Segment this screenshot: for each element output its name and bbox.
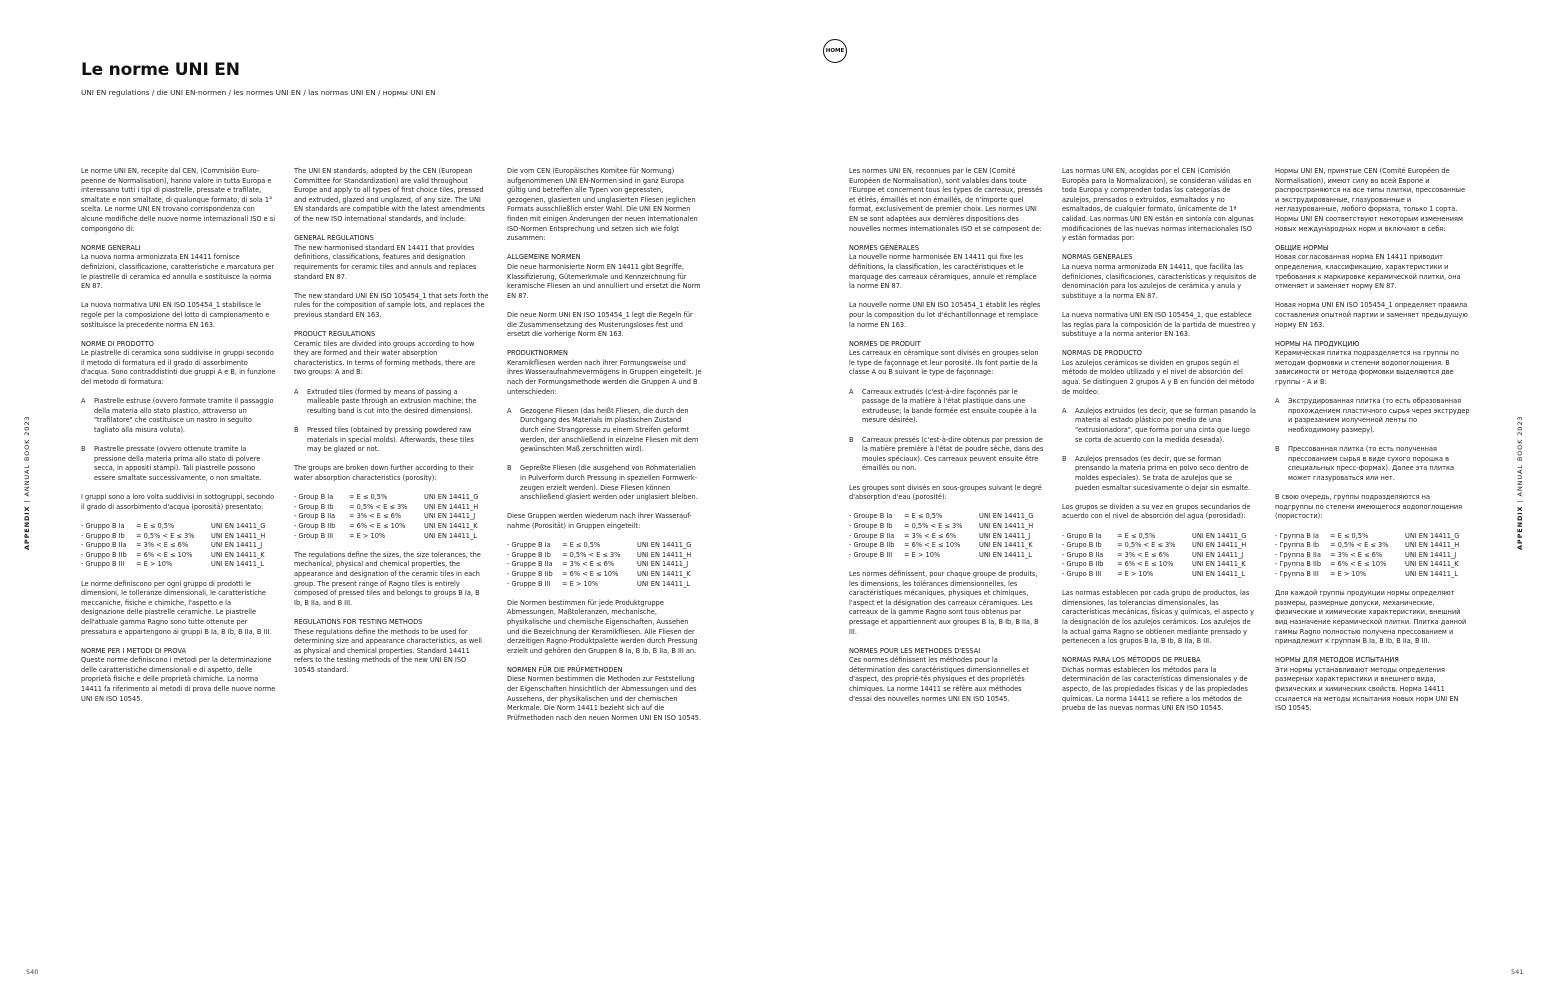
absorption-range-cell: = 6% < E ≤ 10%	[904, 541, 961, 550]
column-italian	[81, 167, 276, 714]
testing-methods-heading: NORMEN FÜR DIE PRÜFMETHODEN	[507, 665, 623, 674]
general-regulations-heading: ALLGEMEINE NORMEN	[507, 253, 581, 262]
annual-book-label: | ANNUAL BOOK 2023	[1516, 415, 1524, 506]
absorption-range-cell: = E > 10%	[349, 531, 386, 540]
group-b-text: Gepreßte Fliesen (die ausgehend von Rohmaterialien in Pulverform durch Pressung in speziellen Formwerk- zeugen erzielt werden). Diese Fliesen können anschließend glasiert werden oder unglasiert bleiben.	[520, 464, 698, 502]
group-a-item	[1275, 397, 1470, 435]
intro-paragraph: Нормы UNI EN, принятые CEN (Comité Européen de Normalisation), имеют силу во всей Европе и распространяются на все типы плитки, прессованные и экструдированные, глазурованные и неглазурованные, любого формата, только 1 сорта. Нормы UNI EN соответствуют некоторым изменениям новых международных норм и включают в себя:	[1275, 167, 1466, 233]
standard-code-cell: UNI EN 14411_K	[1192, 560, 1246, 569]
general-regulations-text: The new harmonised standard EN 14411 that provides definitions, classifications, features and designation requirements for ceramic tiles and annuls and replaces standard EN 87.	[294, 243, 477, 281]
group-name-cell: - Gruppe B IIb	[507, 569, 553, 578]
table-row	[294, 522, 478, 532]
page-title: Le norme UNI EN	[81, 60, 240, 80]
absorption-range-cell: = E ≤ 0,5%	[1117, 531, 1156, 540]
product-regulations-heading: PRODUKTNORMEN	[507, 349, 568, 358]
group-name-cell: - Group B Ib	[294, 502, 334, 511]
group-b-item	[1062, 455, 1257, 493]
group-name-cell: - Group B Ia	[294, 493, 334, 502]
group-a-text: Extruded tiles (formed by means of passing a malleable paste through an extrusion machine; the resulting band is cut into the desired dimensions).	[307, 387, 477, 415]
table-row	[1062, 541, 1246, 551]
group-a-letter: A	[294, 387, 299, 396]
standard-code-cell: UNI EN 14411_G	[637, 541, 692, 550]
standard-code-cell: UNI EN 14411_G	[424, 493, 479, 502]
group-a-item	[507, 407, 702, 455]
column-english	[294, 167, 489, 685]
product-regulations-text: Les carreaux en céramique sont divisés en groupes selon le type de façonnage et leur porosité. Ils font partie de la classe A ou B suivant le type de façonnage:	[849, 349, 1039, 377]
group-b-letter: B	[849, 435, 854, 444]
absorption-range-cell: = E > 10%	[562, 579, 599, 588]
absorption-groups-table	[507, 541, 691, 589]
standard-code-cell: UNI EN 14411_L	[424, 531, 477, 540]
table-row	[1062, 551, 1246, 561]
column-german	[507, 167, 702, 733]
group-name-cell: - Gruppo B IIb	[81, 550, 127, 559]
group-name-cell: - Gruppo B Ia	[81, 521, 125, 530]
table-row	[1062, 570, 1246, 580]
group-b-text: Azulejos prensados (es decir, que se forman prensando la materia prima en polvo seco dentro de moldes especiales). Se trata de azulejos que se pueden esmaltar sucesivamente o dejar sin esmalte.	[1075, 454, 1251, 492]
sampling-regulation-text: La nouvelle norme UNI EN ISO 105454_1 établit les règles pour la composition du lot d'échantillonnage et remplace la norme EN 163.	[849, 301, 1041, 329]
standard-code-cell: UNI EN 14411_K	[979, 541, 1033, 550]
intro-paragraph: Les normes UNI EN, reconnues par le CEN (Comité Européen de Normalisation), sont valables dans toute l'Europe et concernent tous les types de carreaux, pressés et étirés, émaillés et non émaillés, de n'importe quel format, exclusivement de premier choix. Les normes UNI EN se sont adaptées aux dernières dispositions des nouvelles normes internationales ISO et se composent de:	[849, 167, 1043, 233]
absorption-groups-table	[81, 522, 265, 570]
absorption-groups-table	[294, 493, 478, 541]
absorption-range-cell: = E ≤ 0,5%	[562, 541, 601, 550]
table-row	[81, 522, 265, 532]
product-regulations-heading: NORME DI PRODOTTO	[81, 339, 154, 348]
absorption-range-cell: = 0,5% < E ≤ 3%	[136, 531, 195, 540]
table-row	[81, 532, 265, 542]
general-regulations-text: La nuova norma armonizzata EN 14411 fornisce definizioni, classificazione, caratteristiche e marcatura per le piastrelle di ceramica ed annulla e sostituisce la norma EN 87.	[81, 253, 275, 291]
group-name-cell: - Группа B IIb	[1275, 560, 1322, 569]
standard-code-cell: UNI EN 14411_K	[211, 550, 265, 559]
table-row	[849, 541, 1033, 551]
standard-code-cell: UNI EN 14411_J	[979, 531, 1031, 540]
group-name-cell: - Groupe B Ib	[849, 521, 893, 530]
standard-code-cell: UNI EN 14411_J	[424, 512, 476, 521]
group-a-letter: A	[507, 406, 512, 415]
group-b-item	[849, 436, 1044, 474]
subgroups-intro: The groups are broken down further according to their water absorption characteristics (porosity):	[294, 464, 474, 482]
subgroups-intro: В свою очередь, группы подразделяются на подгруппы по степени имеющегося водопоглощения (пористости):	[1275, 493, 1463, 521]
sampling-regulation-text: Die neue Norm UNI EN ISO 105454_1 legt die Regeln für die Zusammensetzung des Musterungsloses fest und ersetzt die vorherige Norm EN 163.	[507, 310, 693, 339]
table-row	[1275, 541, 1459, 551]
testing-methods-text: Dichas normas establecen los métodos para la determinación de las características dimensionales y de aspecto, de las propiedades físicas y de las propiedades químicas. La norma 14411 se refiere a los métodos de prueba de las nuevas normas UNI EN ISO 10545.	[1062, 665, 1248, 713]
absorption-range-cell: = 6% < E ≤ 10%	[136, 550, 193, 559]
absorption-range-cell: = 0,5% < E ≤ 3%	[562, 550, 621, 559]
standard-code-cell: UNI EN 14411_H	[1192, 541, 1247, 550]
standard-code-cell: UNI EN 14411_K	[1405, 560, 1459, 569]
absorption-groups-table	[1062, 532, 1246, 580]
general-regulations-heading: NORME GENERALI	[81, 243, 141, 252]
group-b-letter: B	[81, 445, 86, 454]
product-regulations-heading: НОРМЫ НА ПРОДУКЦИЮ	[1275, 339, 1360, 348]
group-name-cell: - Group B III	[294, 531, 334, 540]
group-b-item	[81, 445, 276, 483]
table-row	[849, 522, 1033, 532]
standard-code-cell: UNI EN 14411_J	[1405, 550, 1457, 559]
group-b-letter: B	[1062, 454, 1067, 463]
group-name-cell: - Grupo B III	[1062, 569, 1102, 578]
standard-code-cell: UNI EN 14411_H	[979, 521, 1034, 530]
table-row	[849, 532, 1033, 542]
general-regulations-text: Die neue harmonisierte Norm EN 14411 gibt Begriffe, Klassifizierung, Gütemerkmale und Kennzeichnung für keramische Fliesen an und annulliert und ersetzt die Norm EN 87.	[507, 262, 701, 300]
subgroups-intro: Los grupos se dividen a su vez en grupos secundarios de acuerdo con el nivel de absorción del agua (porosidad):	[1062, 502, 1251, 521]
absorption-range-cell: = 3% < E ≤ 6%	[562, 560, 615, 569]
table-row	[507, 541, 691, 551]
group-b-letter: B	[294, 426, 299, 435]
group-a-item	[849, 388, 1044, 426]
absorption-range-cell: = 3% < E ≤ 6%	[1330, 550, 1383, 559]
table-row	[81, 551, 265, 561]
absorption-range-cell: = 0,5% < E ≤ 3%	[1330, 541, 1389, 550]
testing-methods-heading: НОРМЫ ДЛЯ МЕТОДОВ ИСПЫТАНИЯ	[1275, 656, 1399, 665]
testing-methods-text: Diese Normen bestimmen die Methoden zur Feststellung der Eigenschaften hinsichtlich der Abmessungen und des Aussehens, der physikalischen und der chemischen Merkmale. Die Norm 14411 bezieht sich auf die Prüfmethoden nach den neuen Normen UNI EN ISO 10545.	[507, 675, 702, 722]
table-row	[507, 580, 691, 590]
side-running-head-right	[1516, 410, 1526, 550]
subgroups-intro: Diese Gruppen werden wiederum nach ihrer Wasserauf-nahme (Porosität) in Gruppen eingeteilt:	[507, 512, 692, 530]
table-row	[1275, 560, 1459, 570]
product-regulations-heading: NORMAS DE PRODUCTO	[1062, 349, 1142, 358]
product-regulations-text: Керамическая плитка подразделяется на группы по методам формовки и степени водопоглощения. В зависимости от метода формовки выделяются две группы - А и В:	[1275, 349, 1459, 387]
standard-code-cell: UNI EN 14411_L	[637, 579, 690, 588]
standard-code-cell: UNI EN 14411_H	[211, 531, 266, 540]
group-name-cell: - Gruppo B IIa	[81, 541, 127, 550]
general-regulations-heading: ОБЩИЕ НОРМЫ	[1275, 243, 1329, 252]
appendix-label: APPENDIX	[1516, 505, 1524, 550]
definitions-paragraph: Die Normen bestimmen für jede Produktgruppe Abmessungen, Maßtoleranzen, mechanische, physikalische und chemische Eigenschaften, Aussehen und die Bezeichnung der Keramikfliesen. Alle Fliesen der derzeitigen Ragno-Produktpalette werden durch Pressung erzielt und gehören den Gruppen B Ia, B Ib, B IIa, B III an.	[507, 598, 698, 655]
absorption-range-cell: = 3% < E ≤ 6%	[904, 531, 957, 540]
group-name-cell: - Группа B Ib	[1275, 541, 1320, 550]
group-b-text: Carreaux pressés (c'est-à-dire obtenus par pression de la matière première à l'état de poudre sèche, dans des moules spéciaux). Ces carreaux peuvent ensuite être émaillés ou non.	[862, 435, 1044, 473]
home-button[interactable]: HOME	[823, 39, 847, 63]
absorption-range-cell: = 0,5% < E ≤ 3%	[904, 521, 963, 530]
group-name-cell: - Grupo B Ia	[1062, 531, 1102, 540]
group-b-text: Прессованная плитка (то есть полученная прессованием сырья в виде сухого порошка в специальных пресс-формах). Далее эта плитка может глазуроваться или нет.	[1288, 445, 1455, 482]
standard-code-cell: UNI EN 14411_G	[211, 521, 266, 530]
group-a-letter: A	[1275, 397, 1280, 406]
testing-methods-text: These regulations define the methods to be used for determining size and appearance characteristics, as well as physical and chemical properties. Standard 14411 refers to the testing methods of the new UNI EN ISO 10545 standard.	[294, 627, 483, 674]
absorption-range-cell: = 6% < E ≤ 10%	[349, 521, 406, 530]
group-name-cell: - Group B IIb	[294, 521, 336, 530]
intro-paragraph: Las normas UNI EN, acogidas por el CEN (Comisión Europèa para la Normalización), se consideran válidas en toda Europa y comprenden todas las categorías de azulejos, prensados o extruidos, esmaltados y no esmaltados, de cualquier formato, únicamente de 1ª calidad. Las normas UNI EN están en sintonía con algunas modificaciones de las nuevas normas internacionales ISO y están formadas por:	[1062, 167, 1254, 243]
table-row	[81, 560, 265, 570]
table-row	[1062, 532, 1246, 542]
absorption-range-cell: = E ≤ 0,5%	[1330, 531, 1369, 540]
definitions-paragraph: The regulations define the sizes, the size tolerances, the mechanical, physical and chemical properties, the appearance and designation of the ceramic tiles in each group. The present range of Ragno tiles is entirely composed of pressed tiles and belongs to groups B Ia, B Ib, B IIa, and B III.	[294, 550, 481, 607]
group-a-text: Экструдированная плитка (то есть образованная прохождением пластичного сырья через экструдер и разрезанием иолученной ленты по необходимому размеру).	[1288, 397, 1470, 435]
group-a-item	[81, 397, 276, 435]
group-name-cell: - Grupo B IIb	[1062, 560, 1104, 569]
group-a-text: Azulejos extruidos (es decir, que se forman pasando la materia al estado plástico por medio de una "extrusionadora", que forma por una cinta que luego se corta de acuerdo con la medida deseada).	[1075, 406, 1256, 444]
table-row	[294, 532, 478, 542]
standard-code-cell: UNI EN 14411_H	[637, 550, 692, 559]
absorption-range-cell: = E ≤ 0,5%	[349, 493, 388, 502]
group-b-letter: B	[507, 464, 512, 473]
standard-code-cell: UNI EN 14411_H	[1405, 541, 1460, 550]
absorption-range-cell: = 3% < E ≤ 6%	[349, 512, 402, 521]
standard-code-cell: UNI EN 14411_L	[1192, 569, 1245, 578]
standard-code-cell: UNI EN 14411_K	[637, 569, 691, 578]
side-running-head-left	[23, 410, 33, 550]
testing-methods-heading: REGULATIONS FOR TESTING METHODS	[294, 617, 423, 626]
column-spanish	[1062, 167, 1257, 723]
group-b-text: Pressed tiles (obtained by pressing powdered raw materials in special molds). Afterwards, these tiles may be glazed or not.	[307, 426, 474, 454]
absorption-range-cell: = E ≤ 0,5%	[136, 521, 175, 530]
absorption-range-cell: = 6% < E ≤ 10%	[1330, 560, 1387, 569]
table-row	[507, 570, 691, 580]
standard-code-cell: UNI EN 14411_J	[1192, 550, 1244, 559]
product-regulations-heading: PRODUCT REGULATIONS	[294, 330, 376, 339]
intro-paragraph: Die vom CEN (Europäisches Komitee für Normung) aufgenommenen UNI EN-Normen sind in ganz Europa gültig und betreffen alle Typen von gepressten, gezogenen, glasierten und unglasierten Fliesen jeglichen Formats ausschließlich erster Wahl. Die UNI EN Normen finden mit einigen Änderungen der neuen internationalen ISO-Normen Entsprechung und setzen sich wie folgt zusammen:	[507, 167, 698, 243]
table-row	[1275, 570, 1459, 580]
definitions-paragraph: Les normes définissent, pour chaque groupe de produits, les dimensions, les tolérances dimensionnelles, les caractéristiques mécaniques, physiques et chimiques, l'aspect et la désignation des carreaux céramiques. Les carreaux de la gamme Ragno sont tous obtenus par pressage et appartiennent aux groupes B Ia, B Ib, B IIa, B III.	[849, 569, 1039, 636]
testing-methods-heading: NORMES POUR LES METHODES D'ESSAI	[849, 646, 981, 655]
group-a-text: Gezogene Fliesen (das heißt Fliesen, die durch den Durchgang des Materials im plastischen Zustand durch eine Strangpresse zu einem Streifen geformt werden, der anschließend in einzelne Fliesen mit dem gewünschten Maß zerschnitten wird).	[520, 406, 699, 454]
standard-code-cell: UNI EN 14411_L	[1405, 569, 1458, 578]
group-a-letter: A	[81, 397, 86, 406]
table-row	[1275, 551, 1459, 561]
intro-paragraph: Le norme UNI EN, recepite dal CEN, (Commisiòn Euro-peenne de Normalisation), hanno valore in tutta Europa e interessano tutti i tipi di piastrelle, pressate e trafilate, smaltate e non smaltate, di qualunque formato, di sola 1° scelta. Le norme UNI EN trovano corrispondenza con alcune modifiche delle nuove norme internazionali ISO e si compongono di:	[81, 167, 276, 233]
group-b-item	[507, 464, 702, 502]
absorption-range-cell: = 3% < E ≤ 6%	[136, 541, 189, 550]
table-row	[507, 560, 691, 570]
testing-methods-text: Ces normes définissent les méthodes pour la détermination des caractéristiques dimensionnelles et d'aspect, des proprié-tés physiques et des propriétés chimiques. La norme 14411 se réfère aux méthodes d'essai des nouvelles normes UNI EN ISO 10545.	[849, 656, 1029, 703]
absorption-range-cell: = 0,5% < E ≤ 3%	[1117, 541, 1176, 550]
general-regulations-text: La nouvelle norme harmonisée EN 14411 qui fixe les définitions, la classification, les caractéristiques et le marquage des carreaux céramiques, annule et remplace la norme EN 87.	[849, 253, 1037, 291]
group-name-cell: - Group B IIa	[294, 512, 336, 521]
absorption-groups-table	[849, 512, 1033, 560]
testing-methods-heading: NORMAS PARA LOS MÉTODOS DE PRUEBA	[1062, 656, 1201, 665]
general-regulations-heading: NORMES GÉNÉRALES	[849, 243, 920, 252]
table-row	[294, 512, 478, 522]
standard-code-cell: UNI EN 14411_J	[211, 541, 263, 550]
group-name-cell: - Groupe B Ia	[849, 512, 893, 521]
absorption-range-cell: = 6% < E ≤ 10%	[562, 569, 619, 578]
group-a-text: Carreaux extrudés (c'est-à-dire façonnés par le passage de la matière à l'état plastique dans une extrudeuse; la bande formée est ensuite coupée à la mesure désirée).	[862, 387, 1037, 425]
group-b-item	[1275, 445, 1470, 483]
standard-code-cell: UNI EN 14411_G	[1405, 531, 1460, 540]
group-b-letter: B	[1275, 445, 1280, 454]
group-a-item	[294, 388, 489, 417]
table-row	[294, 503, 478, 513]
page-number-left: 540	[26, 968, 39, 976]
annual-book-label: | ANNUAL BOOK 2023	[23, 415, 31, 506]
product-regulations-text: Los azulejos cerámicos se dividen en grupos según el método de moldeo utilizado y el nivel de absorción del agua. Se distinguen 2 grupos A y B en función del método de moldeo:	[1062, 358, 1255, 396]
group-a-text: Piastrelle estruse (ovvero formate tramite il passaggio della materia allo stato plastico, attraverso un "trafilatore" che costituisce un nastro in seguito tagliato alla misura voluta).	[94, 397, 274, 435]
sampling-regulation-text: La nueva normativa UNI EN ISO 105454_1, que establece las reglas para la composición de la partida de muestreo y substituye a la norma anterior EN 163.	[1062, 310, 1256, 339]
appendix-label: APPENDIX	[23, 505, 31, 550]
subgroups-intro: Les groupes sont divisés en sous-groupes suivant le degré d'absorption d'eau (porosité):	[849, 483, 1042, 502]
group-name-cell: - Grupo B Ib	[1062, 541, 1102, 550]
general-regulations-text: La nueva norma armonizada EN 14411, que facilita las definiciones, clasificaciones, características y requisitos de denominación para los azulejos de cerámica y anula y substituye a la norma EN 87.	[1062, 262, 1257, 300]
testing-methods-heading: NORME PER I METODI DI PROVA	[81, 646, 187, 655]
group-name-cell: - Группа B Ia	[1275, 531, 1319, 540]
table-row	[849, 512, 1033, 522]
testing-methods-text: Эти нормы устанавливают методы определения размерных характеристики и внешнего вида, физических и химических свойств. Норма 14411 ссылается на методы испытания новых норм UNI EN ISO 10545.	[1275, 665, 1459, 713]
definitions-paragraph: Для каждой группы продукции нормы определяют размеры, размерные допуски, механические, физические и химические характеристики, внешний вид назначение керамической плитки. Плитка данной гаммы Ragno полностью получена прессованием и принадлежит к группам B Ia, B Ib, B IIa, B III.	[1275, 589, 1467, 646]
group-name-cell: - Gruppo B Ib	[81, 531, 125, 540]
product-regulations-text: Ceramic tiles are divided into groups according to how they are formed and their water absorption characteristics. In terms of forming methods, there are two groups: A and B:	[294, 339, 476, 377]
general-regulations-heading: NORMAS GENERALES	[1062, 253, 1133, 262]
general-regulations-heading: GENERAL REGULATIONS	[294, 234, 374, 243]
absorption-range-cell: = E > 10%	[1330, 569, 1367, 578]
group-name-cell: - Gruppe B III	[507, 579, 551, 588]
group-a-letter: A	[1062, 406, 1067, 415]
sampling-regulation-text: The new standard UNI EN ISO 105454_1 that sets forth the rules for the composition of sample lots, and replaces the previous standard EN 163.	[294, 291, 489, 319]
group-name-cell: - Gruppe B Ia	[507, 541, 551, 550]
absorption-range-cell: = 0,5% < E ≤ 3%	[349, 502, 408, 511]
group-name-cell: - Groupe B III	[849, 550, 893, 559]
group-name-cell: - Gruppe B IIa	[507, 560, 553, 569]
general-regulations-text: Новая согласованная норма EN 14411 приводит определения, классификацию, характеристики и требования к маркировке керамической плитки, она отменяет и заменяет норму EN 87.	[1275, 253, 1461, 291]
group-name-cell: - Группа B III	[1275, 569, 1319, 578]
absorption-groups-table	[1275, 532, 1459, 580]
absorption-range-cell: = E > 10%	[904, 550, 941, 559]
group-name-cell: - Groupe B IIb	[849, 541, 895, 550]
definitions-paragraph: Las normas establecen por cada grupo de productos, las dimensiones, las tolerancias dimensionales, las características mecánicas, físicas y químicas, el aspecto y la designación de los azulejos cerámicos. Los azulejos de la actual gama Ragno se obtienen mediante prensado y pertenecen a los grupos B Ia, B Ib, B IIa, B III.	[1062, 589, 1255, 646]
sampling-regulation-text: La nuova normativa UNI EN ISO 105454_1 stabilisce le regole per la composizione del lotto di campionamento e sostituisce la precedente norma EN 163.	[81, 301, 270, 329]
absorption-range-cell: = E > 10%	[1117, 569, 1154, 578]
table-row	[849, 551, 1033, 561]
table-row	[81, 541, 265, 551]
group-a-letter: A	[849, 387, 854, 396]
group-name-cell: - Groupe B IIa	[849, 531, 895, 540]
group-name-cell: - Группа B IIa	[1275, 550, 1321, 559]
standard-code-cell: UNI EN 14411_J	[637, 560, 689, 569]
column-french	[849, 167, 1044, 714]
subgroups-intro: I gruppi sono a loro volta suddivisi in sottogruppi, secondo il grado di assorbimento d'acqua (porosità) presentato:	[81, 493, 275, 511]
table-row	[1062, 560, 1246, 570]
table-row	[1275, 532, 1459, 542]
absorption-range-cell: = E > 10%	[136, 560, 173, 569]
testing-methods-text: Queste norme definiscono i metodi per la determinazione delle caratteristiche dimensionali e di aspetto, delle proprietà fisiche e delle proprietà chimiche. La norma 14411 fa riferimento ai metodi di prova delle nuove norme UNI EN ISO 10545.	[81, 656, 276, 703]
page-subtitle: UNI EN regulations / die UNI EN-normen / les normes UNI EN / las normas UNI EN / нормы UNI EN	[81, 88, 436, 97]
product-regulations-text: Keramikfliesen werden nach ihrer Formungsweise und ihres Wasseraufnahmevermögens in Gruppen eingeteilt. Je nach der Formungsmethode werden die Gruppen A und B unterschieden:	[507, 358, 702, 396]
group-name-cell: - Gruppe B Ib	[507, 550, 551, 559]
group-a-item	[1062, 407, 1257, 445]
table-row	[507, 551, 691, 561]
product-regulations-text: Le piastrelle di ceramica sono suddivise in gruppi secondo il metodo di formatura ed il grado di assorbimento d'acqua. Sono contraddistinti due gruppi A e B, in funzione del metodo di formatura:	[81, 349, 276, 387]
standard-code-cell: UNI EN 14411_K	[424, 521, 478, 530]
intro-paragraph: The UNI EN standards, adopted by the CEN (European Committee for Standardization) are valid throughout Europe and apply to all types of first choice tiles, pressed and extruded, glazed and unglazed, of any size. The UNI EN standards are compatible with the latest amendments of the new ISO international standards, and include:	[294, 167, 485, 223]
standard-code-cell: UNI EN 14411_L	[979, 550, 1032, 559]
standard-code-cell: UNI EN 14411_G	[1192, 531, 1247, 540]
standard-code-cell: UNI EN 14411_L	[211, 560, 264, 569]
group-name-cell: - Gruppo B III	[81, 560, 125, 569]
page-number-right: 541	[1511, 968, 1524, 976]
definitions-paragraph: Le norme definiscono per ogni gruppo di prodotti le dimensioni, le tolleranze dimensionali, le caratteristiche meccaniche, fisiche e chimiche, l'aspetto e la designazione delle piastrelle ceramiche. Le piastrelle dell'attuale gamma Ragno sono tutte ottenute per pressatura e appartengono ai gruppi B Ia, B Ib, B IIa, B III.	[81, 579, 272, 636]
group-b-text: Piastrelle pressate (ovvero ottenute tramite la pressione della materia prima allo stato di polvere secca, in appositi stampi). Tali piastrelle possono essere smaltate successivamente, o non smaltate.	[94, 445, 262, 482]
group-b-item	[294, 426, 489, 455]
absorption-range-cell: = E ≤ 0,5%	[904, 512, 943, 521]
sampling-regulation-text: Новая норма UNI EN ISO 105454_1 определяет правила составления опытной партии и заменяет предыдущую норму EN 163.	[1275, 301, 1468, 329]
column-russian	[1275, 167, 1470, 723]
group-name-cell: - Grupo B IIa	[1062, 550, 1104, 559]
absorption-range-cell: = 6% < E ≤ 10%	[1117, 560, 1174, 569]
product-regulations-heading: NORMES DE PRODUIT	[849, 339, 921, 348]
absorption-range-cell: = 3% < E ≤ 6%	[1117, 550, 1170, 559]
standard-code-cell: UNI EN 14411_G	[979, 512, 1034, 521]
table-row	[294, 493, 478, 503]
standard-code-cell: UNI EN 14411_H	[424, 502, 479, 511]
